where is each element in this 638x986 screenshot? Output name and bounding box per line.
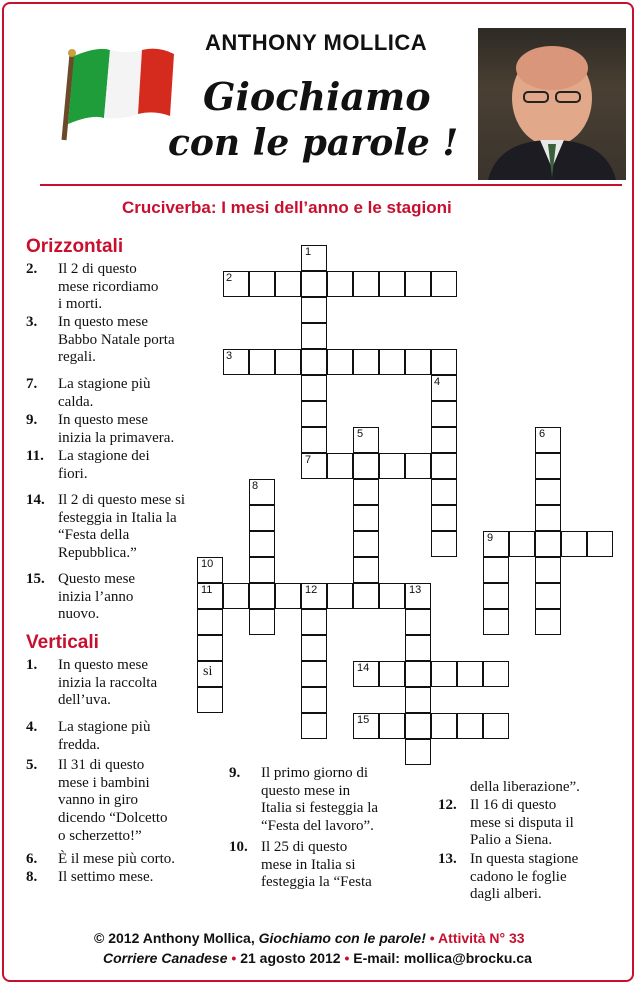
clue-number: 9. [26, 412, 38, 428]
across-heading: Orizzontali [26, 236, 124, 257]
grid-number: 15 [357, 714, 370, 726]
grid-cell[interactable] [301, 635, 327, 661]
grid-cell[interactable] [301, 271, 327, 297]
grid-cell[interactable] [301, 297, 327, 323]
grid-number: 9 [487, 532, 494, 544]
grid-cell[interactable] [353, 505, 379, 531]
clue-number: 6. [26, 851, 38, 867]
grid-cell[interactable] [509, 531, 535, 557]
clue-text: Il 2 di questo mese ricordiamo i morti. [58, 261, 159, 313]
clue-text: La stagione dei fiori. [58, 448, 150, 482]
grid-cell[interactable] [379, 453, 405, 479]
contact-email: E-mail: mollica@brocku.ca [353, 950, 532, 966]
clue-text: In questo mese Babbo Natale porta regali. [58, 314, 175, 366]
footer-publication [103, 950, 532, 966]
bullet-3: • [340, 950, 354, 966]
grid-cell[interactable] [223, 583, 249, 609]
grid-cell[interactable] [249, 531, 275, 557]
grid-number: 11 [201, 584, 213, 596]
clue-number: 4. [26, 719, 38, 735]
grid-cell[interactable] [197, 635, 223, 661]
grid-cell[interactable] [379, 349, 405, 375]
grid-cell[interactable] [405, 661, 431, 687]
grid-cell[interactable] [431, 271, 457, 297]
grid-number: 2 [226, 272, 233, 284]
activity-number: Attività N° 33 [438, 930, 525, 946]
clue-text: Il primo giorno di questo mese in Italia si festeggia la “Festa del lavoro”. [261, 765, 379, 835]
puzzle-subtitle: Cruciverba: I mesi dell’anno e le stagioni [122, 198, 452, 217]
grid-cell[interactable] [483, 713, 509, 739]
clue-text: In questo mese inizia la primavera. [58, 412, 175, 446]
grid-cell[interactable] [535, 583, 561, 609]
grid-cell[interactable] [405, 635, 431, 661]
clue-text: Il 16 di questo mese si disputa il Palio a Siena. [470, 797, 574, 849]
grid-number: 8 [252, 480, 259, 492]
grid-cell[interactable] [405, 687, 431, 713]
bullet-2: • [227, 950, 241, 966]
grid-cell[interactable] [327, 349, 353, 375]
clue-text: Il settimo mese. [58, 869, 154, 885]
header-divider [40, 184, 622, 186]
grid-cell[interactable] [353, 349, 379, 375]
grid-cell[interactable] [457, 713, 483, 739]
grid-cell[interactable] [301, 323, 327, 349]
grid-cell[interactable] [353, 583, 379, 609]
clue-number: 12. [438, 797, 457, 813]
grid-cell[interactable] [353, 531, 379, 557]
grid-cell[interactable] [535, 531, 561, 557]
clue-text: Il 31 di questo mese i bambini vanno in giro dicendo “Dolcetto o scherzetto!” [58, 757, 168, 844]
grid-cell[interactable] [275, 583, 301, 609]
grid-cell[interactable] [249, 557, 275, 583]
grid-cell[interactable] [405, 739, 431, 765]
clue-number: 11. [26, 448, 44, 464]
grid-cell[interactable] [535, 479, 561, 505]
grid-cell[interactable] [275, 349, 301, 375]
bullet-1: • [425, 930, 439, 946]
grid-prefill-text: si [203, 664, 213, 679]
grid-cell[interactable] [353, 271, 379, 297]
grid-cell[interactable] [353, 453, 379, 479]
grid-number: 12 [305, 584, 318, 596]
grid-cell[interactable] [301, 713, 327, 739]
grid-cell[interactable] [483, 661, 509, 687]
grid-cell[interactable] [249, 583, 275, 609]
clue-number: 14. [26, 492, 45, 508]
book-title: Giochiamo con le parole! [258, 930, 426, 946]
clue-number: 2. [26, 261, 38, 277]
grid-cell[interactable] [431, 505, 457, 531]
grid-cell[interactable] [301, 401, 327, 427]
clue-number: 9. [229, 765, 241, 781]
footer-copyright [94, 930, 525, 946]
grid-cell[interactable] [535, 505, 561, 531]
grid-cell[interactable] [405, 349, 431, 375]
clue-text: della liberazione”. [470, 779, 580, 795]
grid-cell[interactable] [301, 687, 327, 713]
grid-number: 5 [357, 428, 364, 440]
grid-cell[interactable] [327, 583, 353, 609]
clue-text: In questo mese inizia la raccolta dell’uva. [58, 657, 158, 709]
clue-number: 15. [26, 571, 45, 587]
grid-cell[interactable] [301, 609, 327, 635]
title-line2: con le parole ! [168, 122, 459, 164]
down-heading: Verticali [26, 632, 99, 653]
grid-cell[interactable] [431, 713, 457, 739]
grid-cell[interactable] [405, 271, 431, 297]
grid-cell[interactable] [405, 609, 431, 635]
grid-cell[interactable] [561, 531, 587, 557]
grid-cell[interactable] [301, 375, 327, 401]
grid-cell[interactable] [301, 349, 327, 375]
clue-text: La stagione più fredda. [58, 719, 151, 753]
grid-cell[interactable] [405, 453, 431, 479]
clue-number: 3. [26, 314, 38, 330]
publication-date: 21 agosto 2012 [240, 950, 341, 966]
copyright-text: © 2012 Anthony Mollica, [94, 930, 259, 946]
grid-cell[interactable] [431, 349, 457, 375]
grid-cell[interactable] [301, 427, 327, 453]
grid-cell[interactable] [275, 271, 301, 297]
grid-cell[interactable] [353, 479, 379, 505]
grid-number: 6 [539, 428, 546, 440]
grid-number: 10 [201, 558, 214, 570]
grid-cell[interactable] [353, 557, 379, 583]
clue-number: 8. [26, 869, 38, 885]
grid-cell[interactable] [405, 713, 431, 739]
clue-number: 1. [26, 657, 38, 673]
clue-number: 10. [229, 839, 248, 855]
grid-cell[interactable] [249, 271, 275, 297]
grid-cell[interactable] [587, 531, 613, 557]
clue-number: 13. [438, 851, 457, 867]
grid-cell[interactable] [301, 661, 327, 687]
grid-cell[interactable] [483, 557, 509, 583]
clue-text: È il mese più corto. [58, 851, 176, 867]
title-line1: Giochiamo [203, 74, 431, 119]
author-photo [478, 28, 626, 180]
grid-cell[interactable] [379, 583, 405, 609]
grid-number: 7 [305, 454, 312, 466]
grid-cell[interactable] [379, 661, 405, 687]
grid-number: 13 [409, 584, 422, 596]
clue-text: Questo mese inizia l’anno nuovo. [58, 571, 136, 623]
clue-text: La stagione più calda. [58, 376, 151, 410]
grid-cell[interactable] [431, 453, 457, 479]
grid-number: 3 [226, 350, 233, 362]
newspaper-name: Corriere Canadese [103, 950, 228, 966]
grid-cell[interactable] [327, 453, 353, 479]
author-name: ANTHONY MOLLICA [205, 30, 428, 55]
grid-cell[interactable] [431, 479, 457, 505]
grid-cell[interactable] [197, 609, 223, 635]
grid-cell[interactable] [249, 349, 275, 375]
clue-number: 7. [26, 376, 38, 392]
grid-cell[interactable] [483, 583, 509, 609]
grid-cell[interactable] [379, 713, 405, 739]
grid-cell[interactable] [249, 505, 275, 531]
grid-cell[interactable] [431, 401, 457, 427]
grid-cell[interactable] [197, 687, 223, 713]
grid-cell[interactable] [535, 609, 561, 635]
grid-cell[interactable] [457, 661, 483, 687]
italian-flag-icon [58, 44, 178, 144]
grid-number: 4 [434, 376, 441, 388]
clue-number: 5. [26, 757, 38, 773]
clue-text: In questa stagione cadono le foglie dagli alberi. [470, 851, 579, 903]
grid-cell[interactable] [249, 609, 275, 635]
grid-cell[interactable] [535, 453, 561, 479]
clue-text: Il 25 di questo mese in Italia si festeggia la “Festa [261, 839, 372, 891]
grid-number: 14 [357, 662, 370, 674]
grid-cell[interactable] [379, 271, 405, 297]
grid-cell[interactable] [483, 609, 509, 635]
grid-cell[interactable] [327, 271, 353, 297]
clue-text: Il 2 di questo mese si festeggia in Italia la “Festa della Repubblica.” [58, 492, 186, 562]
grid-cell[interactable] [431, 531, 457, 557]
grid-number: 1 [305, 246, 312, 258]
grid-cell[interactable] [431, 427, 457, 453]
grid-cell[interactable] [431, 661, 457, 687]
grid-cell[interactable] [535, 557, 561, 583]
